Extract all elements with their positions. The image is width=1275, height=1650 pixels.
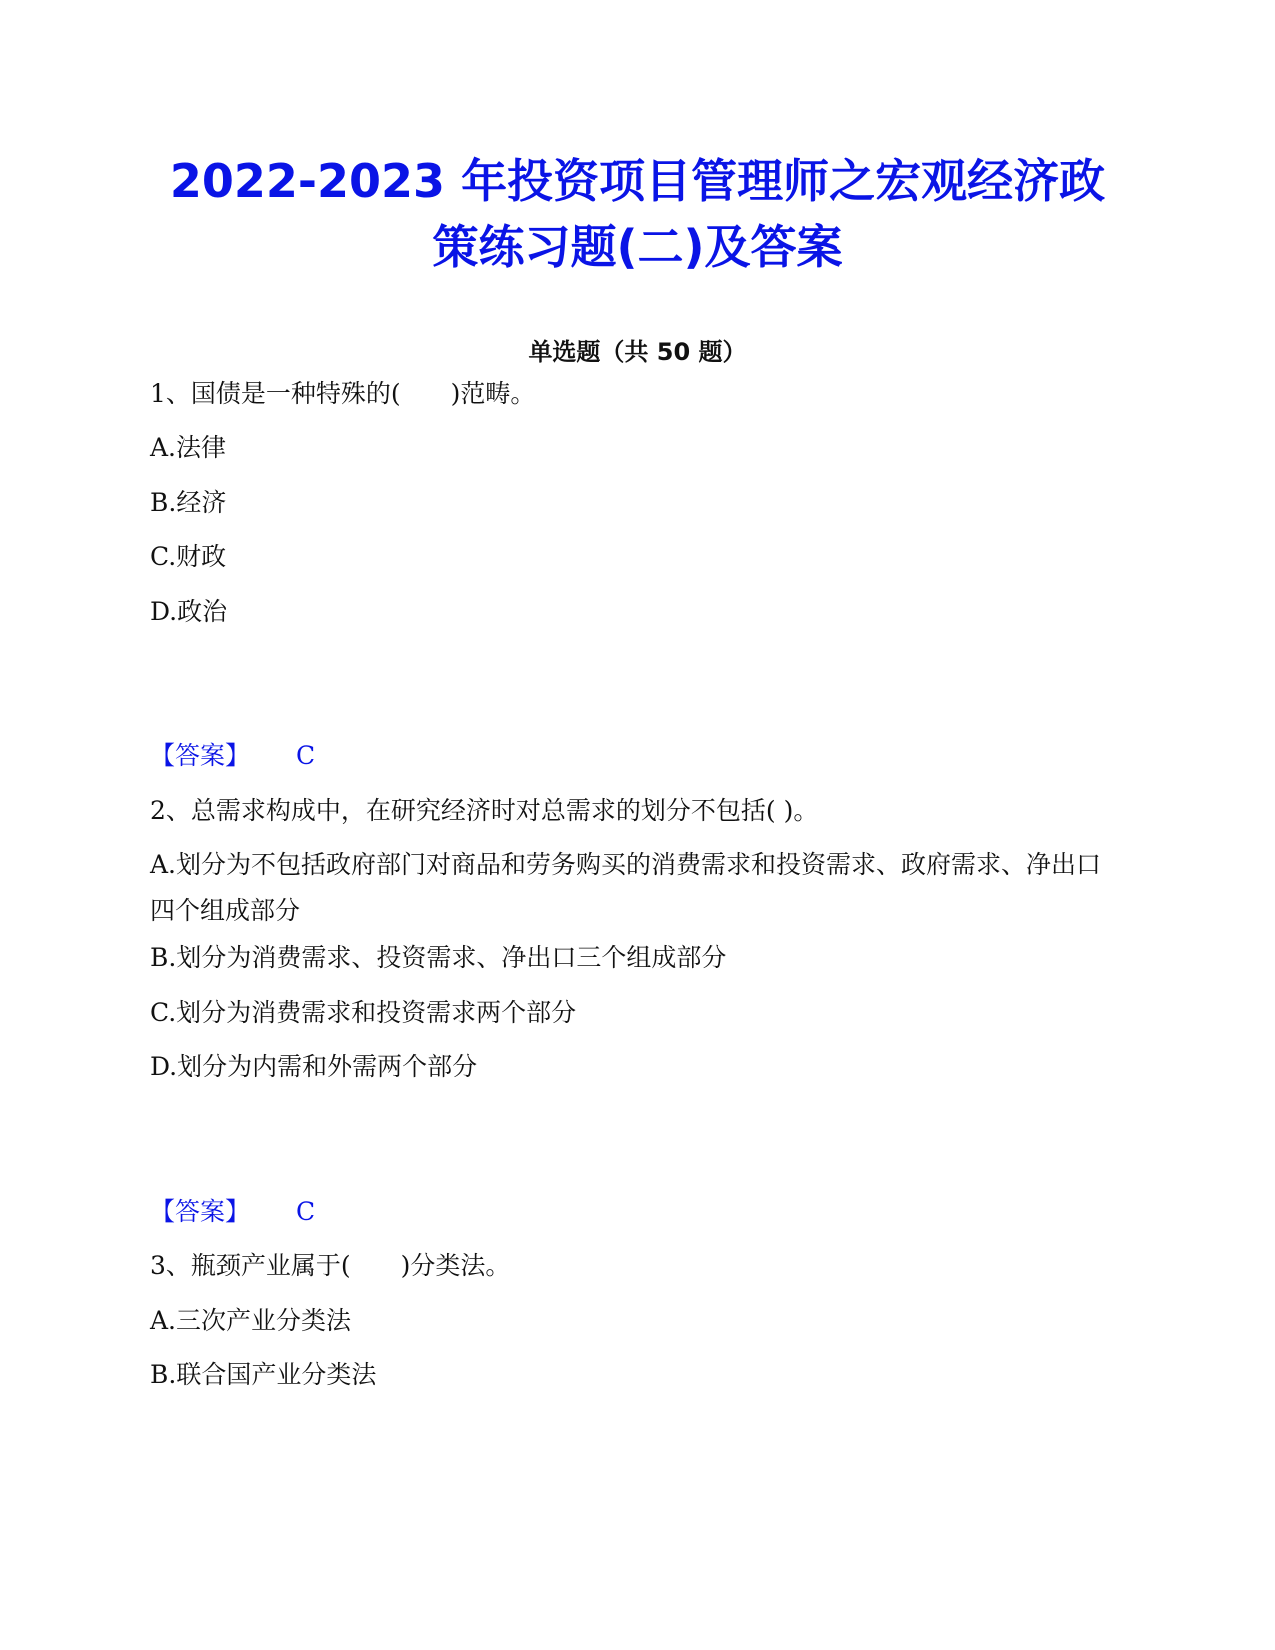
question-3-option-b: B.联合国产业分类法 [150,1360,377,1389]
question-2-answer [150,1196,315,1228]
question-2-option-c: C.划分为消费需求和投资需求两个部分 [150,998,577,1027]
question-1-answer [150,740,315,772]
question-1-option-a: A.法律 [150,433,227,462]
answer-label: 【答案】 [150,1197,251,1226]
question-2-stem: 2、总需求构成中，在研究经济时对总需求的划分不包括( )。 [150,796,819,825]
question-1-stem: 1、国债是一种特殊的( )范畴。 [150,379,536,408]
question-2-option-a: A.划分为不包括政府部门对商品和劳务购买的消费需求和投资需求、政府需求、净出口四个组成部分 [150,850,1102,925]
question-3-option-a: A.三次产业分类法 [150,1306,352,1335]
question-1-option-c: C.财政 [150,542,227,571]
question-3-stem: 3、瓶颈产业属于( )分类法。 [150,1251,511,1280]
question-1-option-d: D.政治 [150,597,228,626]
question-1-option-b: B.经济 [150,488,227,517]
answer-label: 【答案】 [150,741,251,770]
section-heading: 单选题（共 50 题） [528,338,747,366]
question-2-option-d: D.划分为内需和外需两个部分 [150,1052,478,1081]
document-title [120,148,1155,280]
answer-value: C [296,1197,316,1226]
answer-value: C [296,741,316,770]
question-2-option-b: B.划分为消费需求、投资需求、净出口三个组成部分 [150,943,727,972]
document-title-line-2: 策练习题(二)及答案 [432,220,843,274]
document-title-line-1: 2022-2023 年投资项目管理师之宏观经济政 [169,154,1106,208]
